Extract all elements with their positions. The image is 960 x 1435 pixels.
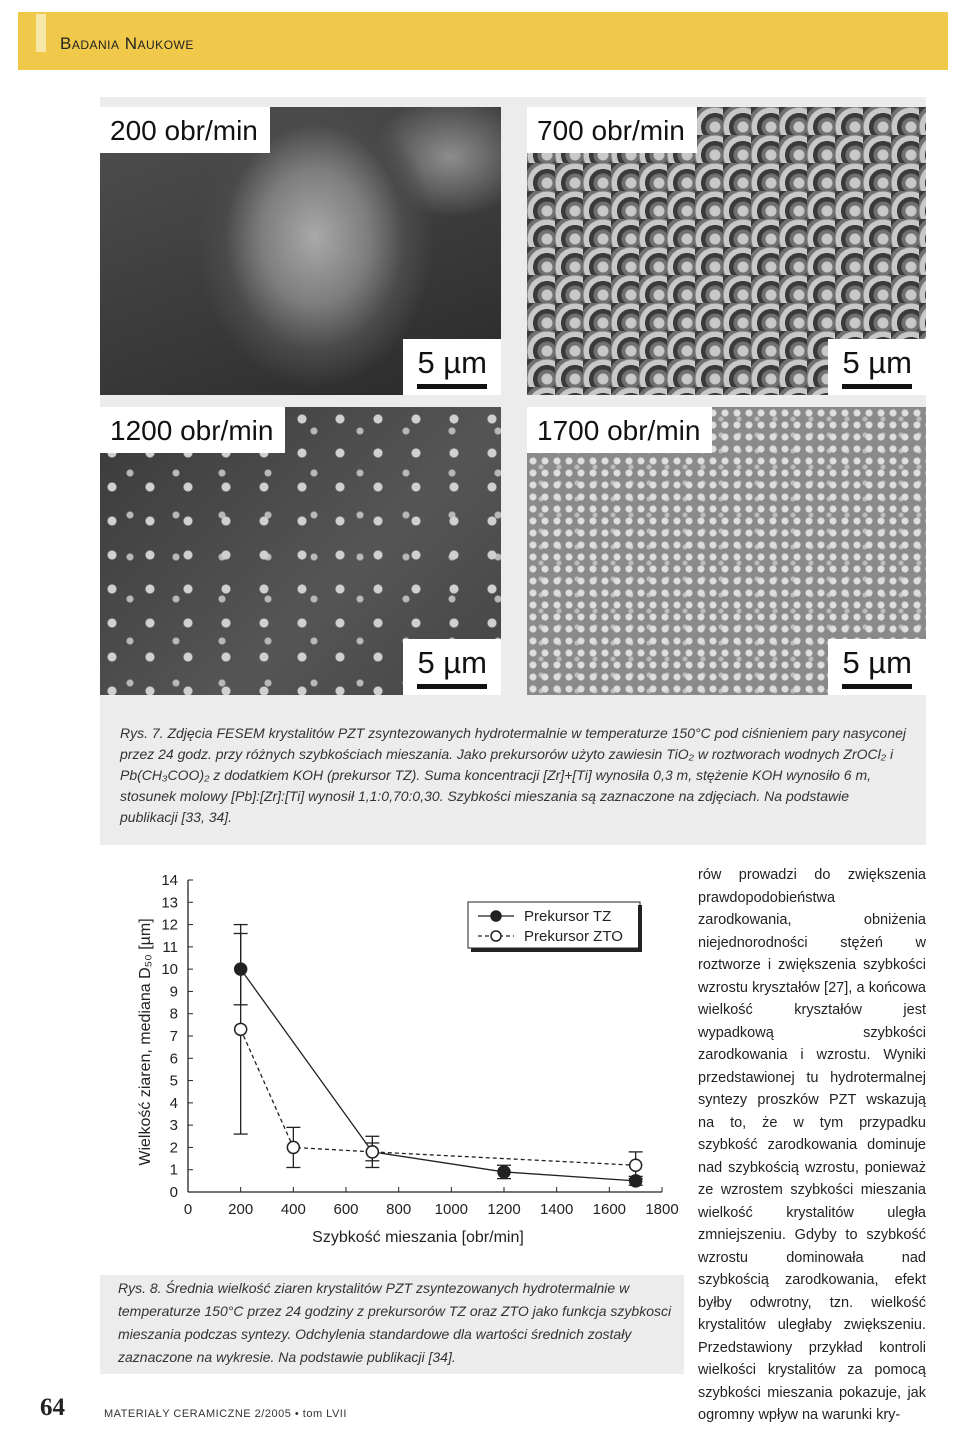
x-tick-label: 1600 xyxy=(592,1201,627,1218)
x-tick-label: 400 xyxy=(280,1201,306,1218)
sem-scale-bar xyxy=(828,639,926,695)
data-point xyxy=(235,1023,247,1035)
y-tick-label: 12 xyxy=(161,916,178,934)
header-accent-mark xyxy=(36,14,46,52)
x-tick-label: 1200 xyxy=(487,1201,521,1218)
sem-speed-label: 200 obr/min xyxy=(100,107,270,153)
journal-footer: MATERIAŁY CERAMICZNE 2/2005 • tom LVII xyxy=(104,1408,347,1420)
sem-scale-label: 5 µm xyxy=(842,645,912,680)
y-tick-label: 0 xyxy=(169,1184,178,1201)
sem-speed-label: 1200 obr/min xyxy=(100,407,285,453)
legend-entry: Prekursor TZ xyxy=(524,908,612,925)
x-tick-label: 600 xyxy=(333,1201,359,1218)
y-tick-label: 9 xyxy=(169,983,178,1001)
figure-7-caption: Rys. 7. Zdjęcia FESEM krystalitów PZT zsyntezowanych hydrotermalnie w temperaturze 150°C pod ciśnieniem pary nasyconej przez 24 godz. przy różnych szybkościach mieszania. Jako prekursorów użyto zawiesin TiO₂ w roztworach wodnych ZrOCl₂ i Pb(CH₃COO)₂ z dodatkiem KOH (prekursor TZ). Suma koncentracji [Zr]+[Ti] wynosiła 0,3 m, stężenie KOH wynosiło 6 m, stosunek molowy [Pb]:[Zr]:[Ti] wynosił 1,1:0,70:0,30. Szybkości mieszania są zaznaczone na zdjęciach. Na podstawie publikacji [33, 34]. xyxy=(120,725,907,825)
y-tick-label: 2 xyxy=(169,1139,178,1157)
y-tick-label: 7 xyxy=(169,1028,178,1045)
body-text-column: rów prowadzi do zwiększenia prawdopodobieństwa zarodkowania, obniżenia niejednorodności stężeń w roztworze i zwiększenia szybkości wzrostu kryształów [27], a końcowa wielkość kryształów jest wypadkową szybkości zarodkowania i wzrostu. Wyniki przedstawionej tu hydrotermalnej syntezy proszków PZT wskazują na to, że w tym przypadku szybkość zarodkowania dominuje nad szybkością wzrostu, ponieważ ze wzrostem szybkości mieszania wielkość krystalitów uległa zmniejszeniu. Gdyby to szybkość wzrostu dominowała nad szybkością zarodkowania, efekt byłby odwrotny, tzn. wielkość krystalitów uległaby zwiększeniu. Przedstawiony przykład kontroli wielkości krystalitów za pomocą szybkości mieszania pokazuje, jak ogromny wpływ na warunki kry- xyxy=(698,867,926,1423)
section-title: Badania Naukowe xyxy=(60,34,194,53)
data-point xyxy=(630,1159,642,1171)
sem-scale-label: 5 µm xyxy=(417,345,487,380)
x-tick-label: 1400 xyxy=(539,1201,574,1218)
y-tick-label: 6 xyxy=(169,1050,178,1068)
sem-scale-label: 5 µm xyxy=(842,345,912,380)
y-tick-label: 14 xyxy=(161,872,178,889)
figure-8 xyxy=(100,862,684,1374)
scale-bar-line xyxy=(842,684,912,689)
scale-bar-line xyxy=(417,684,487,689)
sem-scale-bar xyxy=(828,339,926,395)
x-tick-label: 0 xyxy=(183,1201,193,1218)
data-point xyxy=(498,1166,510,1178)
sem-scale-bar xyxy=(403,639,501,695)
figure-7 xyxy=(100,97,926,845)
grain-size-chart xyxy=(100,862,684,1272)
y-tick-label: 3 xyxy=(169,1117,178,1135)
data-point xyxy=(287,1141,299,1153)
x-tick-label: 1800 xyxy=(645,1201,679,1218)
sem-speed-label: 700 obr/min xyxy=(527,107,697,153)
sem-image-200 xyxy=(100,107,501,395)
x-tick-label: 1000 xyxy=(434,1201,469,1218)
x-tick-label: 200 xyxy=(228,1201,254,1218)
legend-marker xyxy=(491,931,501,941)
sem-scale-label: 5 µm xyxy=(417,645,487,680)
legend-entry: Prekursor ZTO xyxy=(524,928,623,945)
y-tick-label: 13 xyxy=(161,894,178,912)
scale-bar-line xyxy=(842,384,912,389)
sem-image-700 xyxy=(527,107,926,395)
series-line xyxy=(241,969,636,1181)
sem-image-1700 xyxy=(527,407,926,695)
sem-speed-label: 1700 obr/min xyxy=(527,407,712,453)
y-tick-label: 8 xyxy=(169,1005,178,1023)
y-tick-label: 4 xyxy=(169,1094,178,1112)
y-tick-label: 1 xyxy=(169,1161,178,1179)
x-tick-label: 800 xyxy=(386,1201,412,1218)
y-tick-label: 10 xyxy=(161,961,178,979)
series-line xyxy=(241,1029,636,1165)
figure-8-caption: Rys. 8. Średnia wielkość ziaren krystalitów PZT zsyntezowanych hydrotermalnie w temperaturze 150°C przez 24 godziny z prekursorów TZ oraz ZTO jako funkcja szybkosci mieszania podczas syntezy. Odchylenia standardowe dla wartości średnich zostały zaznaczone na wykresie. Na podstawie publikacji [34]. xyxy=(100,1275,684,1374)
scale-bar-line xyxy=(417,384,487,389)
x-axis-label: Szybkość mieszania [obr/min] xyxy=(312,1229,524,1246)
legend-marker xyxy=(491,911,501,921)
y-tick-label: 11 xyxy=(162,938,178,956)
page-number: 64 xyxy=(40,1394,65,1421)
data-point xyxy=(366,1146,378,1158)
y-tick-label: 5 xyxy=(169,1072,178,1090)
sem-image-1200 xyxy=(100,407,501,695)
sem-scale-bar xyxy=(403,339,501,395)
y-axis-label: Wielkość ziaren, mediana D₅₀ [µm] xyxy=(137,918,154,1166)
